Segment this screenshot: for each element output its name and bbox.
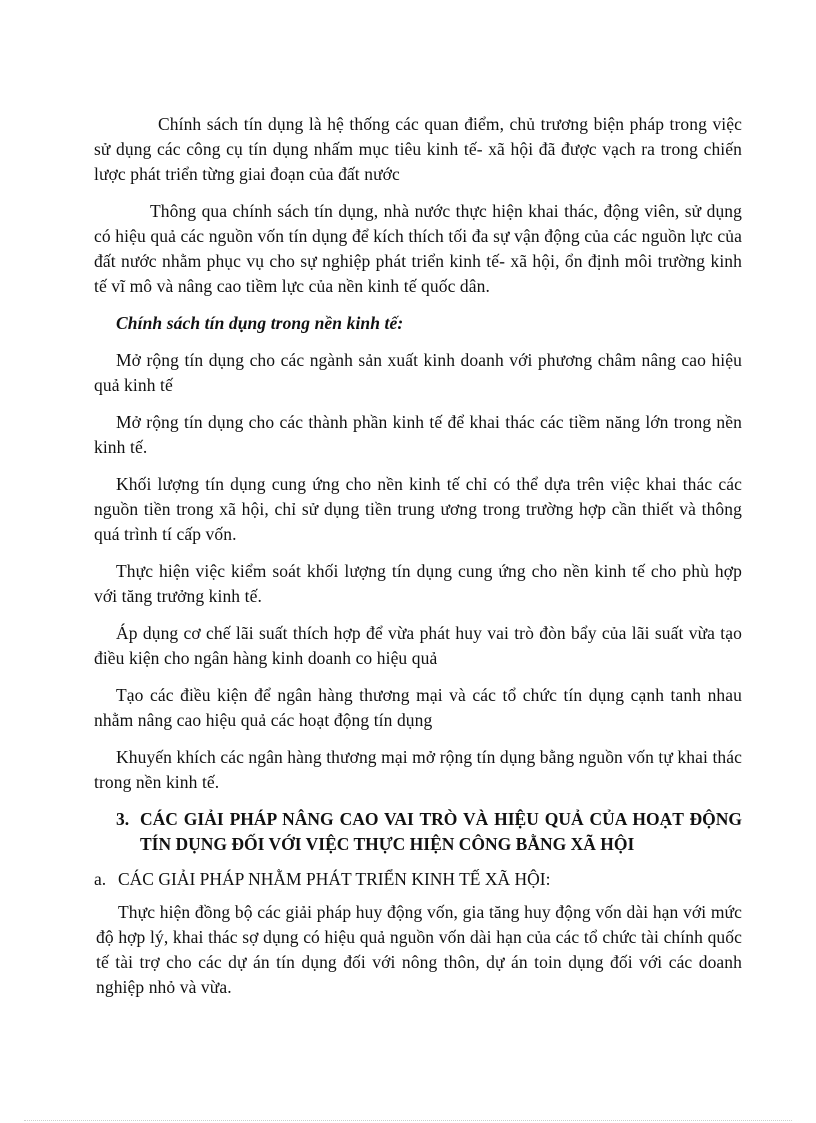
page-bottom-rule (24, 1120, 792, 1121)
policy-item-3: Khối lượng tín dụng cung ứng cho nền kinh tế chỉ có thể dựa trên việc khai thác các nguồn tiền trong xã hội, chỉ sử dụng tiền trung ương trong trường hợp cần thiết và thông quá trình tí cấp vốn. (94, 474, 742, 544)
policy-item-7: Khuyến khích các ngân hàng thương mại mở rộng tín dụng bằng nguồn vốn tự khai thác trong nền kinh tế. (94, 747, 742, 792)
policy-item-1: Mở rộng tín dụng cho các ngành sản xuất kinh doanh với phương châm nâng cao hiệu quả kinh tế (94, 350, 742, 395)
policy-item-5: Áp dụng cơ chế lãi suất thích hợp để vừa phát huy vai trò đòn bẩy của lãi suất vừa tạo điều kiện cho ngân hàng kinh doanh co hiệu quả (94, 623, 742, 668)
policy-item-2: Mở rộng tín dụng cho các thành phần kinh tế để khai thác các tiềm năng lớn trong nền kinh tế. (94, 412, 742, 457)
intro-paragraph-1: Chính sách tín dụng là hệ thống các quan điểm, chủ trương biện pháp trong việc sử dụng các công cụ tín dụng nhấm mục tiêu kinh tế- xã hội đã được vạch ra trong chiến lược phát triển từng giai đoạn của đất nước (94, 114, 742, 184)
document-page (94, 112, 742, 1012)
subsection-a-heading (94, 867, 742, 892)
subsection-a-number: a. (94, 869, 107, 889)
section-3-heading (94, 807, 742, 857)
policy-item-4: Thực hiện việc kiểm soát khối lượng tín dụng cung ứng cho nền kinh tế cho phù hợp với tăng trưởng kinh tế. (94, 561, 742, 606)
closing-paragraph: Thực hiện đồng bộ các giải pháp huy động vốn, gia tăng huy động vốn dài hạn với mức độ hợp lý, khai thác sợ dụng có hiệu quả nguồn vốn dài hạn của các tổ chức tài chính quốc tế tài trợ cho các dự án tín dụng đối với nông thôn, dự án toin dụng đối với các doanh nghiệp nhỏ và vừa. (96, 902, 742, 997)
policy-item-6: Tạo các điều kiện để ngân hàng thương mại và các tổ chức tín dụng cạnh tanh nhau nhằm nâng cao hiệu quả các hoạt động tín dụng (94, 685, 742, 730)
subsection-a-title: CÁC GIẢI PHÁP NHẰM PHÁT TRIỂN KINH TẾ XÃ HỘI: (118, 869, 551, 889)
policy-heading: Chính sách tín dụng trong nền kinh tế: (116, 313, 404, 333)
section-3-number: 3. (116, 809, 130, 829)
section-3-title: CÁC GIẢI PHÁP NÂNG CAO VAI TRÒ VÀ HIỆU QUẢ CỦA HOẠT ĐỘNG TÍN DỤNG ĐỐI VỚI VIỆC THỰC HIỆN CÔNG BẰNG XÃ HỘI (140, 809, 742, 854)
intro-paragraph-2: Thông qua chính sách tín dụng, nhà nước thực hiện khai thác, động viên, sử dụng có hiệu quả các nguồn vốn tín dụng để kích thích tối đa sự vận động của các nguồn lực của đất nước nhằm phục vụ cho sự nghiệp phát triển kinh tế- xã hội, ổn định môi trường kinh tế vĩ mô và nâng cao tiềm lực của nền kinh tế quốc dân. (94, 201, 742, 296)
